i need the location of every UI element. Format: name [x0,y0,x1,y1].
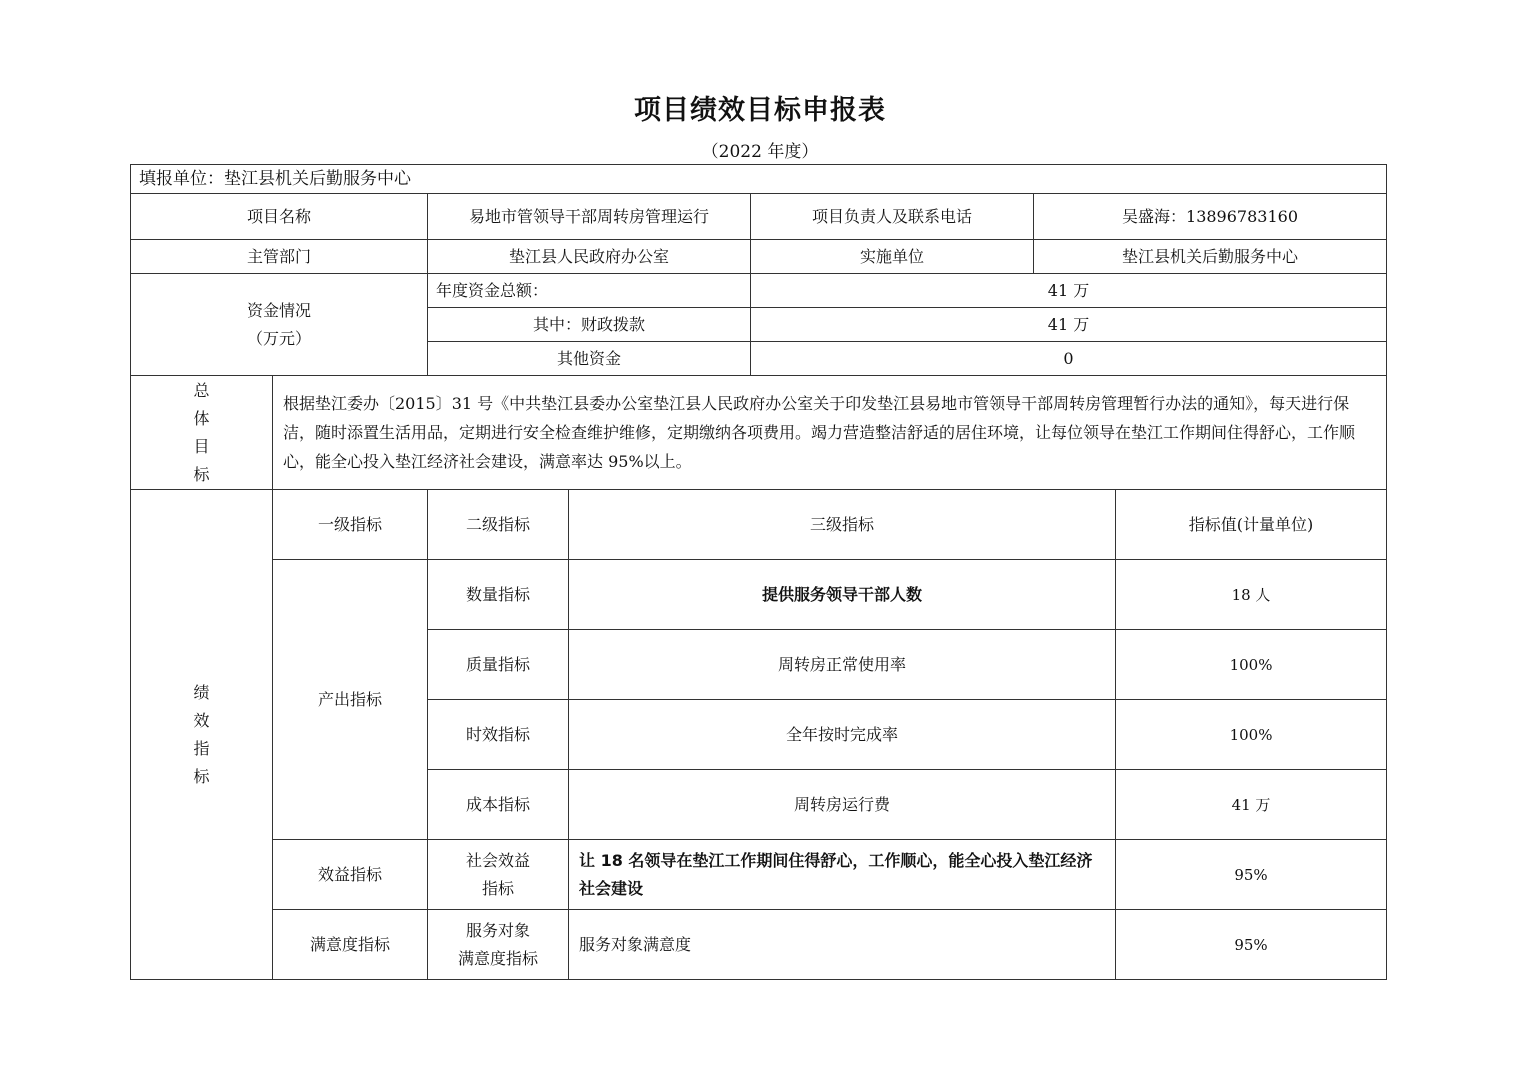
project-name-label: 项目名称 [131,194,428,240]
department-value: 垫江县人民政府办公室 [428,240,751,274]
header-level1: 一级指标 [273,490,428,560]
satisfaction-level1: 满意度指标 [273,910,428,980]
benefit-level2 [428,840,569,910]
benefit-level2-line1: 社会效益 [465,850,530,870]
department-label: 主管部门 [131,240,428,274]
indicator-row [131,560,1387,630]
funds-fiscal-value: 41 万 [751,308,1387,342]
header-value: 指标值(计量单位) [1116,490,1387,560]
header-level2: 二级指标 [428,490,569,560]
funds-fiscal-label: 其中：财政拨款 [428,308,751,342]
benefit-level2-line2: 指标 [481,878,514,898]
indicator-level2: 成本指标 [428,770,569,840]
indicator-header-row [131,490,1387,560]
goal-label-char: 标 [193,464,210,484]
project-name-value: 易地市管领导干部周转房管理运行 [428,194,751,240]
funds-label [131,274,428,376]
satisfaction-level3: 服务对象满意度 [569,910,1116,980]
department-row [131,240,1387,274]
performance-target-form [130,164,1387,980]
header-level3: 三级指标 [569,490,1116,560]
implementing-unit-value: 垫江县机关后勤服务中心 [1034,240,1387,274]
goal-label-char: 目 [193,436,210,456]
document-title: 项目绩效目标申报表 [634,95,886,126]
satisfaction-value: 95% [1116,910,1387,980]
funds-total-value: 41 万 [751,274,1387,308]
benefit-level3: 让 18 名领导在垫江工作期间住得舒心，工作顺心，能全心投入垫江经济社会建设 [569,840,1116,910]
output-indicator-group: 产出指标 [273,560,428,840]
overall-goal-label [131,376,273,490]
satisfaction-level2 [428,910,569,980]
satisfaction-level2-line2: 满意度指标 [457,948,538,968]
overall-goal-text: 根据垫江委办〔2015〕31 号《中共垫江县委办公室垫江县人民政府办公室关于印发垫江县易地市管领导干部周转房管理暂行办法的通知》，每天进行保洁，随时添置生活用品，定期进行安全检查维护维修，定期缴纳各项费用。竭力营造整洁舒适的居住环境，让每位领导在垫江工作期间住得舒心，工作顺心，能全心投入垫江经济社会建设，满意率达 95%以上。 [273,376,1387,490]
project-name-row [131,194,1387,240]
indicator-level2: 数量指标 [428,560,569,630]
funds-total-label: 年度资金总额： [428,274,751,308]
satisfaction-level2-line1: 服务对象 [465,920,530,940]
goal-label-char: 体 [193,408,210,428]
benefit-level1: 效益指标 [273,840,428,910]
goal-label-char: 总 [193,380,210,400]
implementing-unit-label: 实施单位 [751,240,1034,274]
indicator-level3: 提供服务领导干部人数 [569,560,1116,630]
document-year: （2022 年度） [701,142,819,162]
indicator-level2: 时效指标 [428,700,569,770]
indicator-level3: 周转房正常使用率 [569,630,1116,700]
indicator-value: 18 人 [1116,560,1387,630]
perf-label-char: 绩 [193,682,210,702]
indicator-value: 100% [1116,700,1387,770]
indicator-value: 41 万 [1116,770,1387,840]
indicator-level2: 质量指标 [428,630,569,700]
perf-label-char: 效 [193,710,210,730]
perf-label-char: 标 [193,766,210,786]
performance-label [131,490,273,980]
satisfaction-indicator-row [131,910,1387,980]
benefit-indicator-row [131,840,1387,910]
project-manager-value: 吴盛海：13896783160 [1034,194,1387,240]
project-manager-label: 项目负责人及联系电话 [751,194,1034,240]
reporting-unit: 填报单位：垫江县机关后勤服务中心 [131,165,1387,194]
funds-label-line2: （万元） [246,328,311,348]
indicator-level3: 全年按时完成率 [569,700,1116,770]
overall-goal-row [131,376,1387,490]
funds-other-label: 其他资金 [428,342,751,376]
funds-other-value: 0 [751,342,1387,376]
indicator-level3: 周转房运行费 [569,770,1116,840]
indicator-value: 100% [1116,630,1387,700]
funds-label-line1: 资金情况 [246,300,311,320]
perf-label-char: 指 [193,738,210,758]
reporting-unit-row [131,165,1387,194]
benefit-value: 95% [1116,840,1387,910]
funds-total-row [131,274,1387,308]
